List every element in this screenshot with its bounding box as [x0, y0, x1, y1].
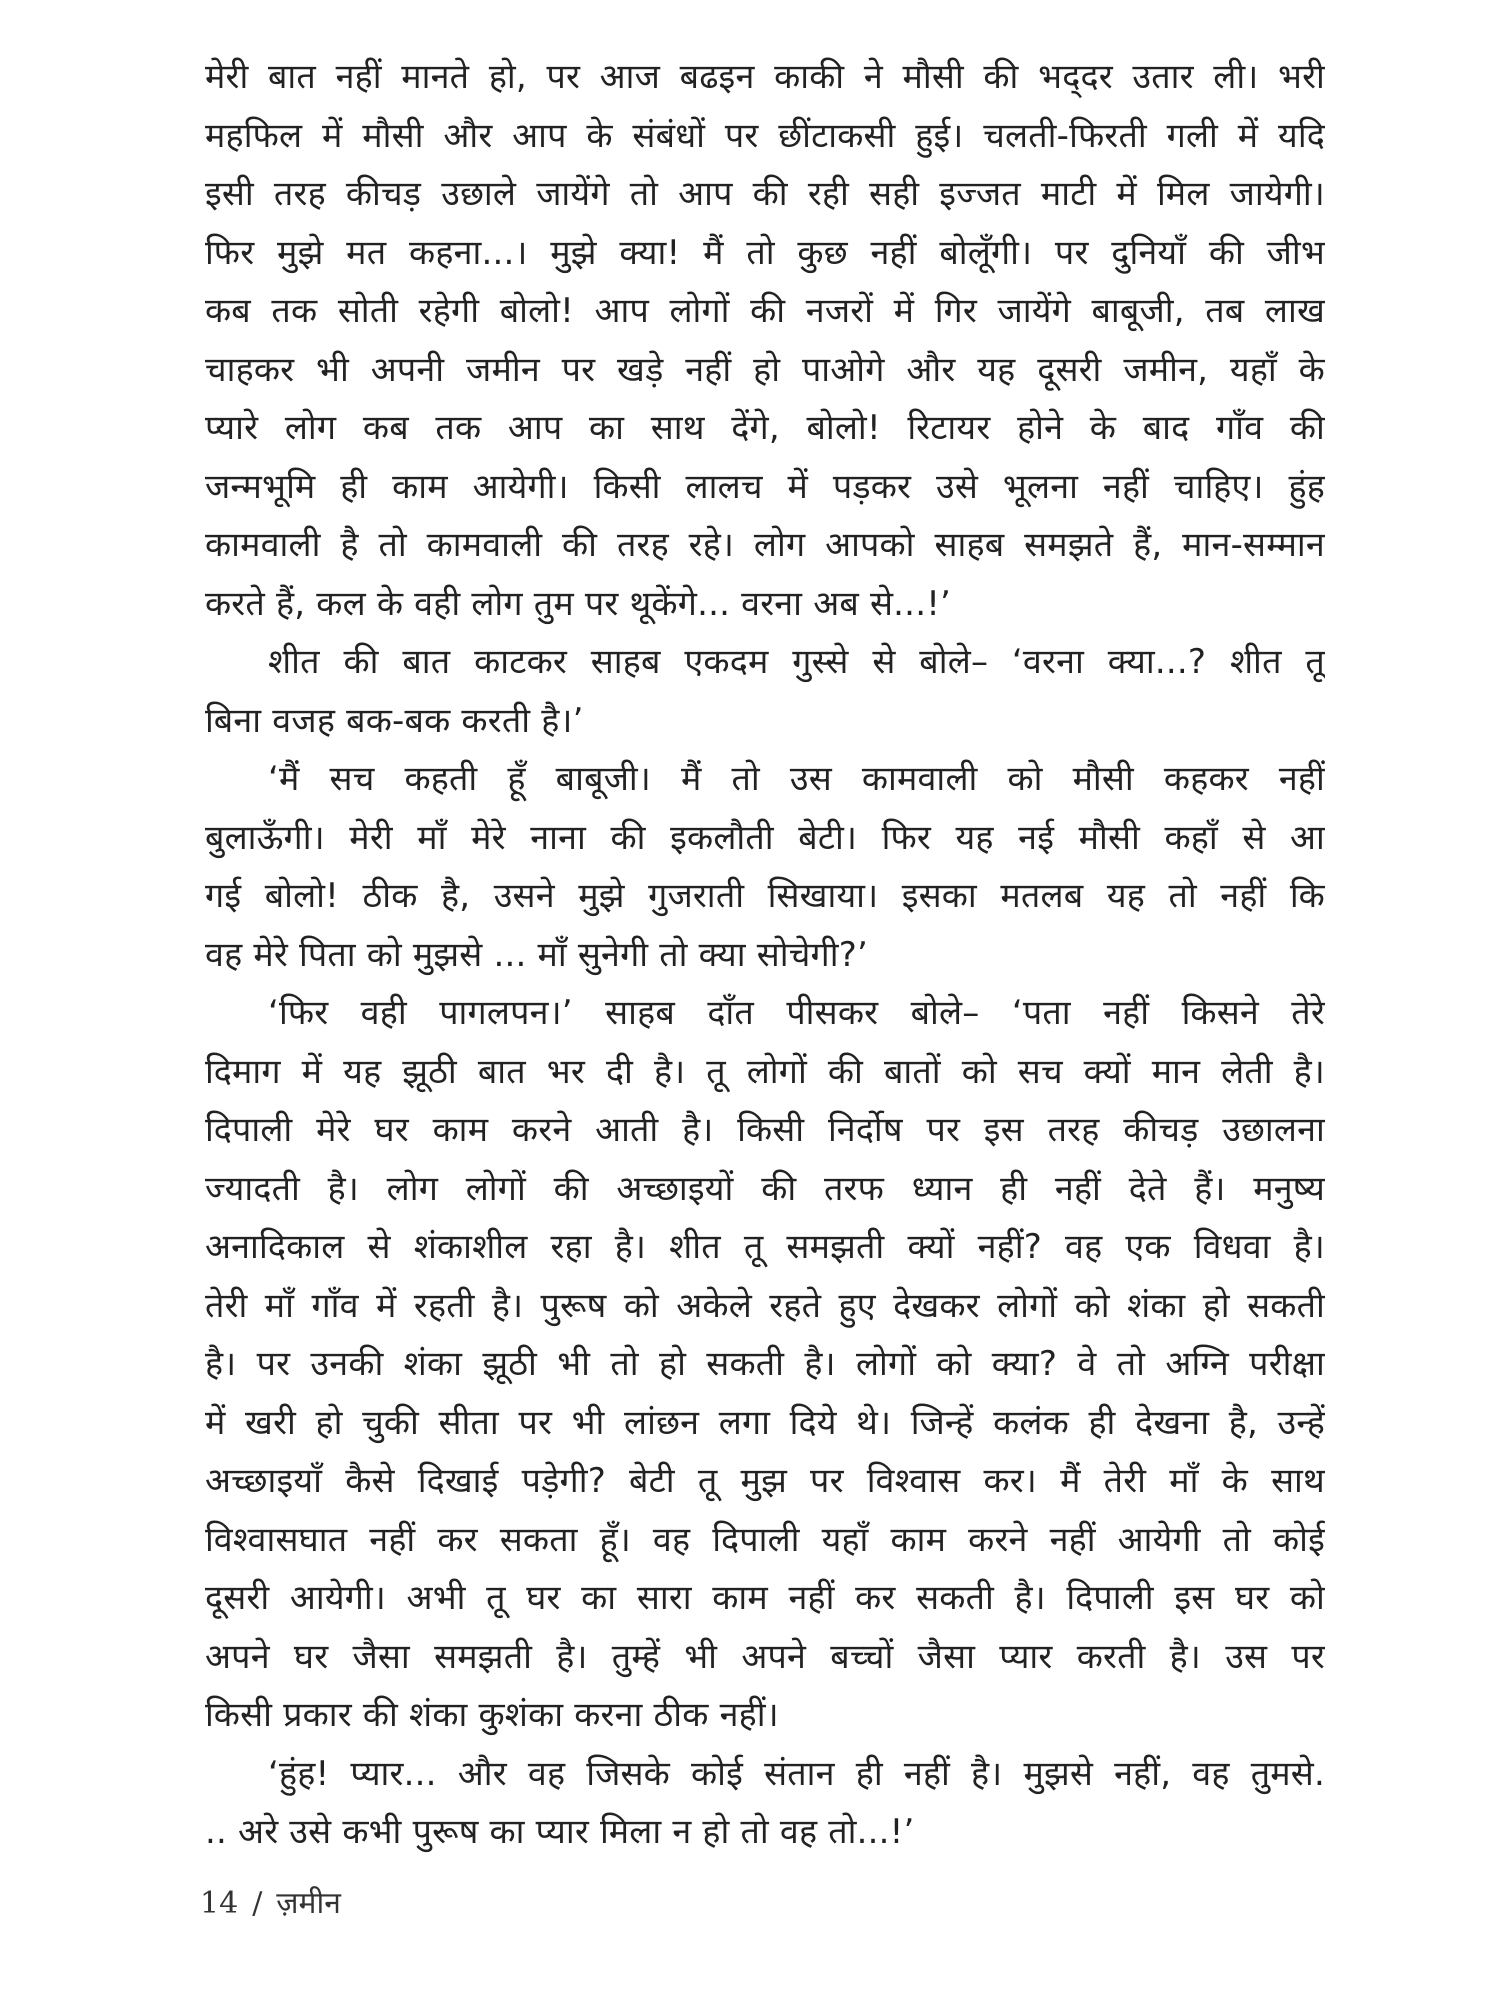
text-line: दूसरी आयेगी। अभी तू घर का सारा काम नहीं कर सकती है। दिपाली इस घर को	[205, 1578, 1325, 1618]
text-line: गई बोलो! ठीक है, उसने मुझे गुजराती सिखाया। इसका मतलब यह तो नहीं कि	[205, 876, 1325, 916]
text-line: कब तक सोती रहेगी बोलो! आप लोगों की नजरों में गिर जायेंगे बाबूजी, तब लाख	[205, 291, 1325, 331]
text-line: बिना वजह बक-बक करती है।’	[205, 700, 584, 741]
text-line: अपने घर जैसा समझती है। तुम्हें भी अपने बच्चों जैसा प्यार करती है। उस पर	[205, 1636, 1325, 1677]
text-line: फिर मुझे मत कहना...। मुझे क्या! मैं तो कुछ नहीं बोलूँगी। पर दुनियाँ की जीभ	[205, 232, 1325, 273]
text-line: में खरी हो चुकी सीता पर भी लांछन लगा दिये थे। जिन्हें कलंक ही देखना है, उन्हें	[205, 1402, 1325, 1443]
text-line: ‘हुंह! प्यार... और वह जिसके कोई संतान ही नहीं है। मुझसे नहीं, वह तुमसे.	[268, 1753, 1325, 1794]
text-line: दिपाली मेरे घर काम करने आती है। किसी निर्दोष पर इस तरह कीचड़ उछालना	[205, 1110, 1325, 1150]
text-line: इसी तरह कीचड़ उछाले जायेंगे तो आप की रही सही इज्जत माटी में मिल जायेगी।	[205, 174, 1325, 214]
text-line: है। पर उनकी शंका झूठी भी तो हो सकती है। लोगों को क्या? वे तो अग्नि परीक्षा	[205, 1344, 1325, 1384]
text-line: विश्वासघात नहीं कर सकता हूँ। वह दिपाली यहाँ काम करने नहीं आयेगी तो कोई	[205, 1519, 1325, 1560]
text-line: जन्मभूमि ही काम आयेगी। किसी लालच में पड़कर उसे भूलना नहीं चाहिए। हुंह	[205, 466, 1325, 507]
text-line: कामवाली है तो कामवाली की तरह रहे। लोग आपको साहब समझते हैं, मान-सम्मान	[205, 525, 1325, 565]
text-line: बुलाऊँगी। मेरी माँ मेरे नाना की इकलौती बेटी। फिर यह नई मौसी कहाँ से आ	[205, 817, 1325, 858]
page-number: 14	[200, 1885, 239, 1921]
text-line: दिमाग में यह झूठी बात भर दी है। तू लोगों की बातों को सच क्यों मान लेती है।	[205, 1051, 1325, 1092]
text-line: ‘मैं सच कहती हूँ बाबूजी। मैं तो उस कामवाली को मौसी कहकर नहीं	[268, 759, 1325, 799]
text-line: अच्छाइयाँ कैसे दिखाई पड़ेगी? बेटी तू मुझ पर विश्वास कर। मैं तेरी माँ के साथ	[205, 1461, 1325, 1501]
text-line: मेरी बात नहीं मानते हो, पर आज बढइन काकी ने मौसी की भद्‌दर उतार ली। भरी	[205, 57, 1325, 97]
footer-separator: /	[252, 1885, 263, 1921]
book-title: ज़मीन	[276, 1885, 341, 1921]
text-line: किसी प्रकार की शंका कुशंका करना ठीक नहीं।	[205, 1695, 779, 1735]
text-line: प्यारे लोग कब तक आप का साथ देंगे, बोलो! रिटायर होने के बाद गाँव की	[205, 408, 1325, 448]
text-line: वह मेरे पिता को मुझसे ... माँ सुनेगी तो क्या सोचेगी?’	[205, 934, 868, 975]
text-line: करते हैं, कल के वही लोग तुम पर थूकेंगे... वरना अब से...!’	[205, 583, 952, 624]
text-line: अनादिकाल से शंकाशील रहा है। शीत तू समझती क्यों नहीं? वह एक विधवा है।	[205, 1227, 1325, 1267]
text-line: शीत की बात काटकर साहब एकदम गुस्से से बोले– ‘वरना क्या...? शीत तू	[268, 642, 1325, 682]
page-footer	[200, 1884, 341, 1924]
text-line: ‘फिर वही पागलपन।’ साहब दाँत पीसकर बोले– ‘पता नहीं किसने तेरे	[268, 993, 1325, 1033]
text-line: चाहकर भी अपनी जमीन पर खड़े नहीं हो पाओगे और यह दूसरी जमीन, यहाँ के	[205, 349, 1325, 390]
text-line: तेरी माँ गाँव में रहती है। पुरूष को अकेले रहते हुए देखकर लोगों को शंका हो सकती	[205, 1285, 1325, 1326]
text-line: महफिल में मौसी और आप के संबंधों पर छींटाकसी हुई। चलती-फिरती गली में यदि	[205, 115, 1325, 156]
text-line: .. अरे उसे कभी पुरूष का प्यार मिला न हो तो वह तो...!’	[205, 1812, 915, 1852]
text-line: ज्यादती है। लोग लोगों की अच्छाइयों की तरफ ध्यान ही नहीं देते हैं। मनुष्य	[205, 1168, 1325, 1209]
